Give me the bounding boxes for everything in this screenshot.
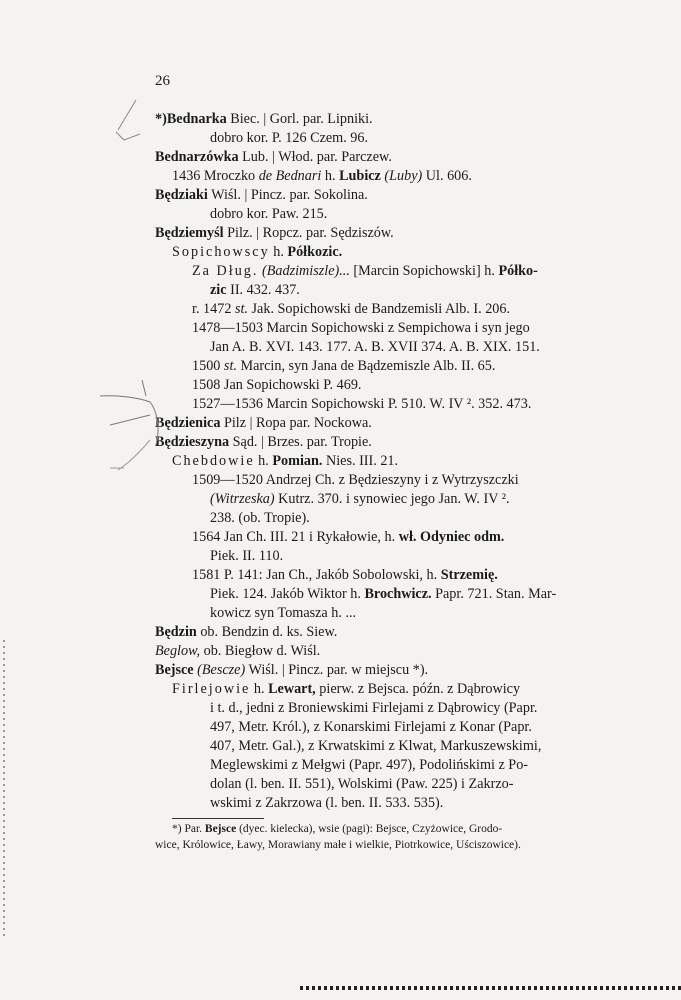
text-run: (dyec. kielecka), wsie (pagi): Bejsce, Czyżowice, Grodo-	[236, 823, 503, 835]
entry-text: Pilz. | Ropcz. par. Sędziszów.	[223, 225, 394, 241]
text-run: 1436 Mroczko	[172, 168, 259, 184]
text-run: wł. Odyniec odm.	[398, 529, 505, 545]
text-run: II. 432. 437.	[226, 282, 300, 298]
scan-edge	[300, 986, 681, 990]
scan-edge	[3, 640, 5, 940]
entry-text-line: wskimi z Zakrzowa (l. ben. II. 533. 535).	[210, 795, 444, 811]
text-run: de Bednari	[258, 168, 322, 184]
entry-text-line: dobro kor. Paw. 215.	[210, 206, 328, 222]
entry-text-line: Jan A. B. XVI. 143. 177. A. B. XVII 374. A. B. XIX. 151.	[210, 339, 540, 355]
text-run: Strzemię.	[440, 567, 498, 583]
text-run: [Marcin Sopichowski] h.	[349, 263, 499, 279]
text-run: Piek. 124. Jakób Wiktor h.	[210, 586, 365, 602]
entry-text: Sąd. | Brzes. par. Tropie.	[229, 434, 372, 450]
entry-text-line: 1508 Jan Sopichowski P. 469.	[192, 377, 362, 393]
text-run: Marcin, syn Jana de Bądzemiszle Alb. II. 65.	[236, 358, 496, 374]
text-run: r. 1472	[192, 301, 235, 317]
entry-headword: Będzienica	[155, 415, 221, 431]
text-run: Kutrz. 370. i synowiec jego Jan. W. IV ².	[274, 491, 510, 507]
entry-headword: Będziaki	[155, 187, 208, 203]
text-run: pierw. z Bejsca. późn. z Dąbrowicy	[315, 681, 521, 697]
entry-headword: Będziemyśl	[155, 225, 224, 241]
text-run: (Badzimiszle)...	[261, 263, 350, 279]
entry-text: Lub. | Włod. par. Parczew.	[238, 149, 392, 165]
text-run: 1581 P. 141: Jan Ch., Jakób Sobolowski, h.	[192, 567, 441, 583]
text-run: st.	[234, 301, 248, 317]
footnote-line: wice, Królowice, Ławy, Morawiany małe i wielkie, Piotrkowice, Uściszowice).	[155, 839, 521, 851]
text-run: Firlejowie	[172, 681, 251, 697]
entry-headword: Bejsce	[155, 662, 194, 678]
entry-text-line: 1527—1536 Marcin Sopichowski P. 510. W. IV ². 352. 473.	[192, 396, 532, 412]
entry-text-line: 1478—1503 Marcin Sopichowski z Sempichowa i syn jego	[192, 320, 530, 336]
text-run: Ul. 606.	[422, 168, 472, 184]
pencil-bracket-icon	[100, 380, 158, 445]
entry-text: ob. Bendzin d. ks. Siew.	[196, 624, 338, 640]
entry-text-line: i t. d., jedni z Broniewskimi Firlejami z Dąbrowicy (Papr.	[210, 700, 538, 716]
text-run: Papr. 721. Stan. Mar-	[431, 586, 557, 602]
text-run: Sopichowscy	[172, 244, 270, 260]
text-run: (Luby)	[384, 168, 423, 184]
entry-text-line: 407, Metr. Gal.), z Krwatskimi z Klwat, Markuszewskimi,	[210, 738, 542, 754]
text-run: Za Dług.	[192, 263, 259, 279]
text-run: Wiśl. | Pincz. par. w miejscu *).	[245, 662, 429, 678]
entry-text-line: 497, Metr. Król.), z Konarskimi Firlejami z Konar (Papr.	[210, 719, 532, 735]
page-number: 26	[155, 73, 170, 89]
text-run: h.	[254, 453, 273, 469]
text-run: h.	[269, 244, 288, 260]
text-run: Nies. III. 21.	[322, 453, 399, 469]
entry-text: ob. Biegłow d. Wiśl.	[200, 643, 321, 659]
entry-headword: Beglow,	[155, 643, 201, 659]
text-run: (Bescze)	[197, 662, 246, 678]
entry-text-line: dobro kor. P. 126 Czem. 96.	[210, 130, 369, 146]
text-run: Pomian.	[272, 453, 323, 469]
text-run: st.	[223, 358, 237, 374]
entry-text: Wiśl. | Pincz. par. Sokolina.	[207, 187, 368, 203]
entry-text-line: 1509—1520 Andrzej Ch. z Będzieszyny i z Wytrzyszczki	[192, 472, 519, 488]
text-run: h.	[250, 681, 269, 697]
text-run: zic	[210, 282, 227, 298]
text-run: h.	[321, 168, 340, 184]
text-run: 1564 Jan Ch. III. 21 i Rykałowie, h.	[192, 529, 399, 545]
text-run: Półko-	[498, 263, 538, 279]
entry-text-line: kowicz syn Tomasza h. ...	[210, 605, 357, 621]
text-run: Chebdowie	[172, 453, 255, 469]
text-run: (Witrzeska)	[210, 491, 275, 507]
entry-text: Pilz | Ropa par. Nockowa.	[220, 415, 372, 431]
text-run: Półkozic.	[287, 244, 343, 260]
text-run: Jak. Sopichowski de Bandzemisli Alb. I. 206.	[247, 301, 511, 317]
entry-text-line: Piek. II. 110.	[210, 548, 284, 564]
text-run: 1500	[192, 358, 224, 374]
entry-text-line: Meglewskimi z Mełgwi (Papr. 497), Podolińskimi z Po-	[210, 757, 529, 773]
entry-headword: *)Bednarka	[155, 111, 227, 127]
entry-headword: Będzieszyna	[155, 434, 230, 450]
entry-headword: Bednarzówka	[155, 149, 239, 165]
text-run: Brochwicz.	[364, 586, 432, 602]
text-run: Lubicz	[339, 168, 381, 184]
entry-text-line: 238. (ob. Tropie).	[210, 510, 310, 526]
text-run: *) Par.	[172, 823, 205, 835]
entry-text: Biec. | Gorl. par. Lipniki.	[226, 111, 373, 127]
text-run: Bejsce	[204, 823, 237, 835]
text-run: Lewart,	[268, 681, 316, 697]
entry-text-line: dolan (l. ben. II. 551), Wolskimi (Paw. 225) i Zakrzo-	[210, 776, 514, 792]
pencil-mark-icon	[116, 100, 140, 140]
entry-headword: Będzin	[155, 624, 197, 640]
pencil-stroke-icon	[110, 440, 150, 470]
